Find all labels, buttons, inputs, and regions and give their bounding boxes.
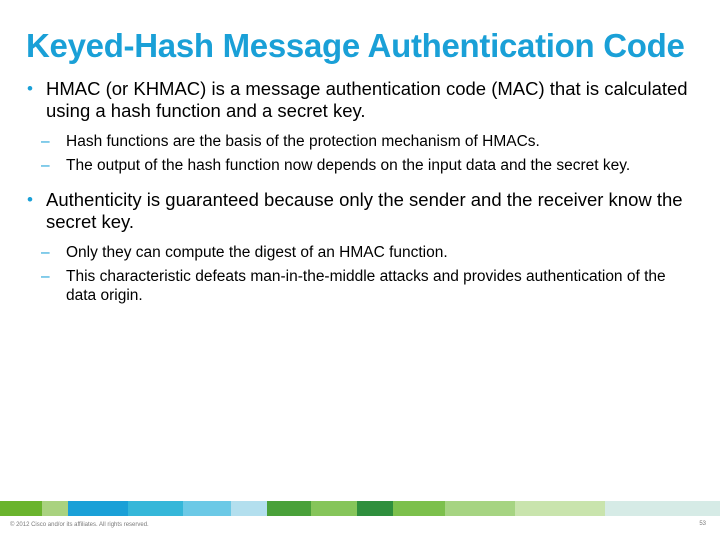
footer-bar-segment (515, 501, 605, 516)
footer-bar-segment (183, 501, 231, 516)
footer-bar-segment (128, 501, 183, 516)
page-number: 53 (699, 521, 706, 527)
copyright-notice: © 2012 Cisco and/or its affiliates. All rights reserved. (10, 522, 149, 528)
footer-bar-segment (311, 501, 357, 516)
dash-icon: – (41, 268, 50, 285)
subbullet-list (26, 243, 696, 305)
bullet-dot-icon: • (27, 190, 33, 209)
bullet-authenticity (26, 189, 696, 233)
subbullet-item (26, 156, 696, 175)
footer-bar-segment (68, 501, 128, 516)
footer-bar-segment (231, 501, 267, 516)
bullet-dot-icon: • (27, 79, 33, 98)
bullet-text: Authenticity is guaranteed because only the sender and the receiver know the secret key. (46, 189, 683, 232)
footer-bar-segment (393, 501, 445, 516)
dash-icon: – (41, 157, 50, 174)
footer-color-bar (0, 501, 720, 516)
footer-bar-segment (605, 501, 720, 516)
footer-bar-segment (42, 501, 68, 516)
dash-icon: – (41, 133, 50, 150)
bullet-group-authenticity (26, 189, 696, 305)
bullet-text: HMAC (or KHMAC) is a message authentication code (MAC) that is calculated using a hash function and a secret key. (46, 78, 688, 121)
footer-bar-segment (267, 501, 311, 516)
slide-content (26, 78, 696, 310)
subbullet-item (26, 132, 696, 151)
bullet-hmac-definition (26, 78, 696, 122)
subbullet-text: Only they can compute the digest of an HMAC function. (66, 244, 448, 261)
subbullet-text: The output of the hash function now depends on the input data and the secret key. (66, 157, 631, 174)
subbullet-item (26, 267, 696, 305)
slide-title: Keyed-Hash Message Authentication Code (26, 27, 685, 64)
footer-bar-segment (357, 501, 393, 516)
dash-icon: – (41, 244, 50, 261)
subbullet-text: This characteristic defeats man-in-the-middle attacks and provides authentication of the data origin. (66, 268, 666, 304)
subbullet-item (26, 243, 696, 262)
subbullet-list (26, 132, 696, 175)
footer-bar-segment (0, 501, 42, 516)
subbullet-text: Hash functions are the basis of the protection mechanism of HMACs. (66, 133, 540, 150)
footer-bar-segment (445, 501, 515, 516)
